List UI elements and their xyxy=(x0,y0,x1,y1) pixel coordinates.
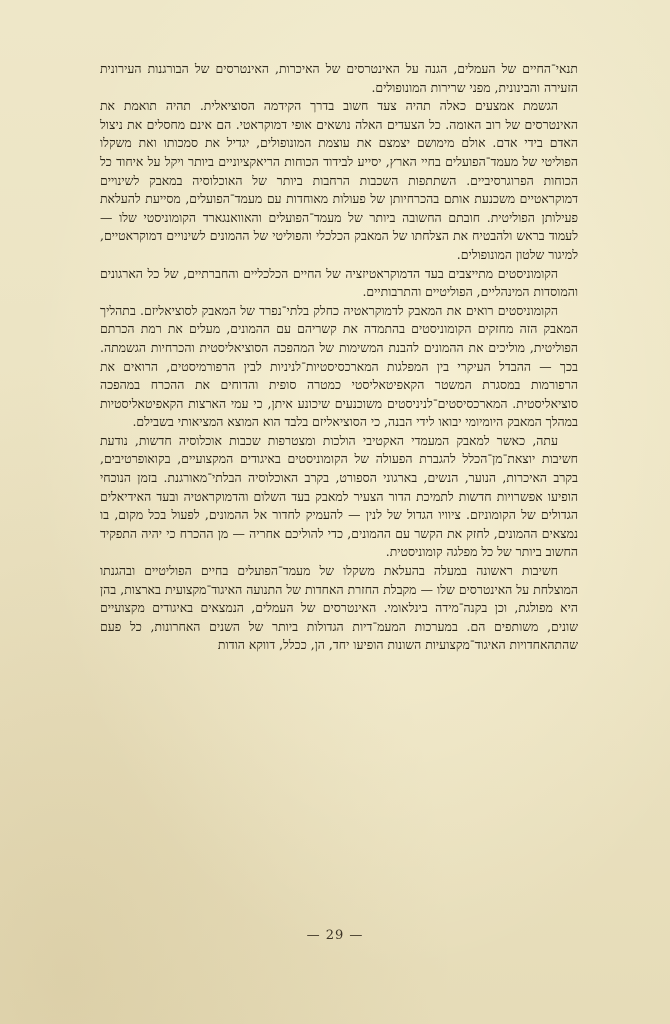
paragraph: הקומוניסטים רואים את המאבק לדמוקראטיה כחלק בלתי־נפרד של המאבק לסוציאליזם. בתהליך המאבק הזה מחזקים הקומוניסטים בהתמדה את קשריהם עם ההמונים, מעלים את רמת הכרתם הפוליטית, מוליכים את ההמונים להבנת המשימות של המהפכה הסוציאליסטית והכרחיות הגשמתה. בכך — ההבדל העיקרי בין המפלגות המארכסיסטיות־לניניות לבין הרפורמיסטים, הרואים את הרפורמות במסגרת המשטר הקאפיטאליסטי כמטרה סופית והדוחים את ההכרח במהפכה סוציאליסטית. המארכסיסטים־לניניסטים משוכנעים שיכונע איתן, כי עמי הארצות הקאפיטאליסטיות במהלך המאבק היומיומי יבואו לידי הבנה, כי הסוציאליזם בלבד הוא המוצא המציאותי בשבילם. xyxy=(100,302,578,430)
page-number: — 29 — xyxy=(306,928,364,943)
paragraph: עתה, כאשר למאבק המעמדי האקטיבי הולכות ומצטרפות שכבות אוכלוסיה חדשות, נודעת חשיבות יוצאת־מן־הכלל להגברת הפעולה של הקומוניסטים באיגודים המקצועיים, בקואופרטיבים, בקרב האיכרות, הנוער, הנשים, בארגוני הספורט, בקרב האוכלוסיה הבלתי־מאורגנת. בזמן הנוכחי הופיעו אפשרויות חדשות לתמיכת הדור הצעיר למאבק בעד השלום והדמוקראטיה ובעד האידיאלים הגדולים של הקומוניזם. ציוויו הגדול של לנין — להעמיק לחדור אל ההמונים, לפעול בכל מקום, בו נמצאים ההמונים, לחזק את הקשר עם ההמונים, כדי להוליכם אחריה — מן ההכרח כי יהיה התפקיד החשוב ביותר של כל מפלגה קומוניסטית. xyxy=(100,432,578,560)
paragraph: הגשמת אמצעים כאלה תהיה צעד חשוב בדרך הקידמה הסוציאלית. תהיה תואמת את האינטרסים של רוב האומה. כל הצעדים האלה נושאים אופי דמוקראטי. הם אינם מחסלים את ניצול האדם בידי אדם. אולם מימושם יצמצם את עוצמת המונופולים, יגדיל את סמכותו ואת משקלו הפוליטי של מעמד־הפועלים בחיי הארץ, יסייע לבידוד הכוחות הריאקציוניים ביותר ויקל על איחוד כל הכוחות הפרוגרסיביים. השתתפות השכבות הרחבות ביותר של האוכלוסיה במאבק לשינויים דמוקראטיים משכנעת אותם בהכרחיותן של פעולות מאוחדות עם מעמד־הפועלים, מסייעת להעלאת פעילותן הפוליטית. חובתם החשובה ביותר של מעמד־הפועלים והאוואנגארד הקומוניסטי שלו — לעמוד בראש ולהבטיח את הצלחתו של המאבק הכלכלי והפוליטי של ההמונים לשינויים דמוקראטיים, למיגור שלטון המונופולים. xyxy=(100,98,578,262)
paragraph: חשיבות ראשונה במעלה בהעלאת משקלו של מעמד־הפועלים בחיים הפוליטיים ובהגנתו המוצלחת על האינטרסים שלו — מקבלת החזרת האחדות של התנועה האיגוד־מקצועית בארצות, בהן היא מפולגת, וכן בקנה־מידה בינלאומי. האינטרסים של העמלים, הנמצאים באיגודים מקצועיים שונים, משותפים הם. במערכות המעמ־דיות הגדולות ביותר של השנים האחרונות, כל פעם שהתהאחדויות האיגוד־מקצועיות השונות הופיעו יחד, הן, ככלל, דווקא הודות xyxy=(100,563,578,653)
body-text xyxy=(100,60,578,655)
paragraph: הקומוניסטים מתייצבים בעד הדמוקראטיזציה של החיים הכלכליים והחברתיים, של כל הארגונים והמוסדות המינהליים, הפוליטיים והתרבותיים. xyxy=(100,265,578,300)
paragraph-continuation: תנאי־החיים של העמלים, הגנה על האינטרסים של האיכרות, האינטרסים של הבורגנות העירונית הזעירה והבינונית, מפני שרירות המונופולים. xyxy=(100,61,578,95)
